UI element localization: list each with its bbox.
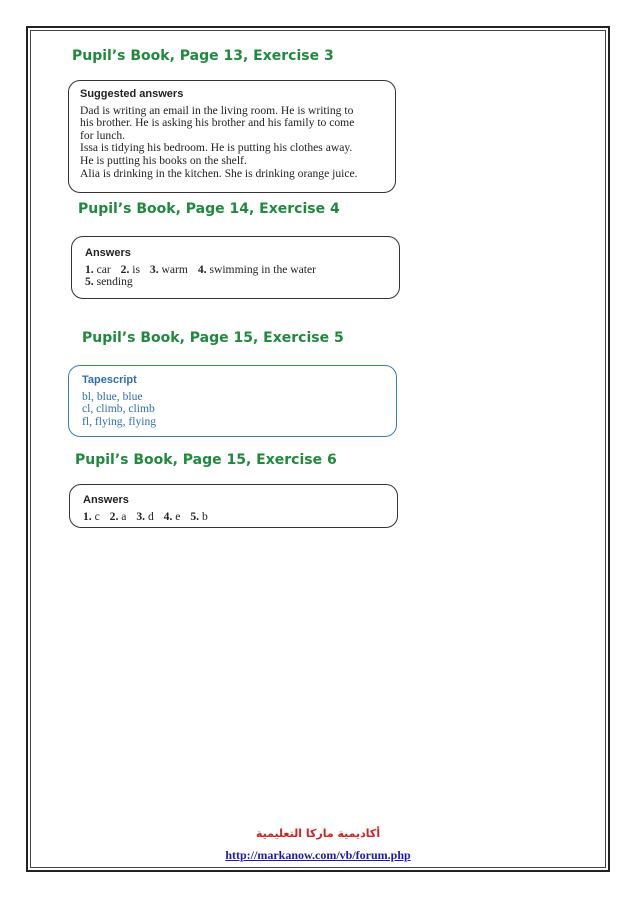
answer-line: Issa is tidying his bedroom. He is putting his clothes away. (80, 141, 353, 155)
answer-line: Dad is writing an email in the living room. He is writing to (80, 103, 354, 117)
box-title: Answers (83, 494, 129, 506)
answers-row: 1. car 2. is 3. warm 4. swimming in the water (85, 262, 317, 276)
answers-box-exercise-4 (71, 236, 400, 299)
suggested-answers-box (68, 80, 396, 193)
section-heading-exercise-5: Pupil’s Book, Page 15, Exercise 5 (82, 330, 344, 346)
tapescript-line: cl, climb, climb (82, 402, 155, 416)
answer-line: He is putting his books on the shelf. (80, 153, 247, 167)
tapescript-line: bl, blue, blue (82, 389, 143, 403)
answer-line: his brother. He is asking his brother and his family to come (80, 116, 355, 130)
section-heading-exercise-4: Pupil’s Book, Page 14, Exercise 4 (78, 201, 340, 217)
answer-line: Alia is drinking in the kitchen. She is drinking orange juice. (80, 166, 358, 180)
answers-row: 1. c 2. a 3. d 4. e 5. b (83, 509, 208, 523)
box-title: Tapescript (82, 374, 137, 386)
tapescript-line: fl, flying, flying (82, 414, 157, 428)
footer-academy-name: أكاديمية ماركا التعليمية (255, 827, 381, 840)
answer-line: for lunch. (80, 128, 126, 142)
footer-forum-link[interactable]: http://markanow.com/vb/forum.php (225, 848, 411, 862)
answers-row: 5. sending (85, 275, 133, 289)
box-title: Answers (85, 247, 131, 259)
box-title: Suggested answers (80, 88, 184, 100)
section-heading-exercise-3: Pupil’s Book, Page 13, Exercise 3 (72, 48, 334, 64)
answers-box-exercise-6 (69, 484, 398, 528)
section-heading-exercise-6: Pupil’s Book, Page 15, Exercise 6 (75, 452, 337, 468)
tapescript-box (68, 365, 397, 437)
